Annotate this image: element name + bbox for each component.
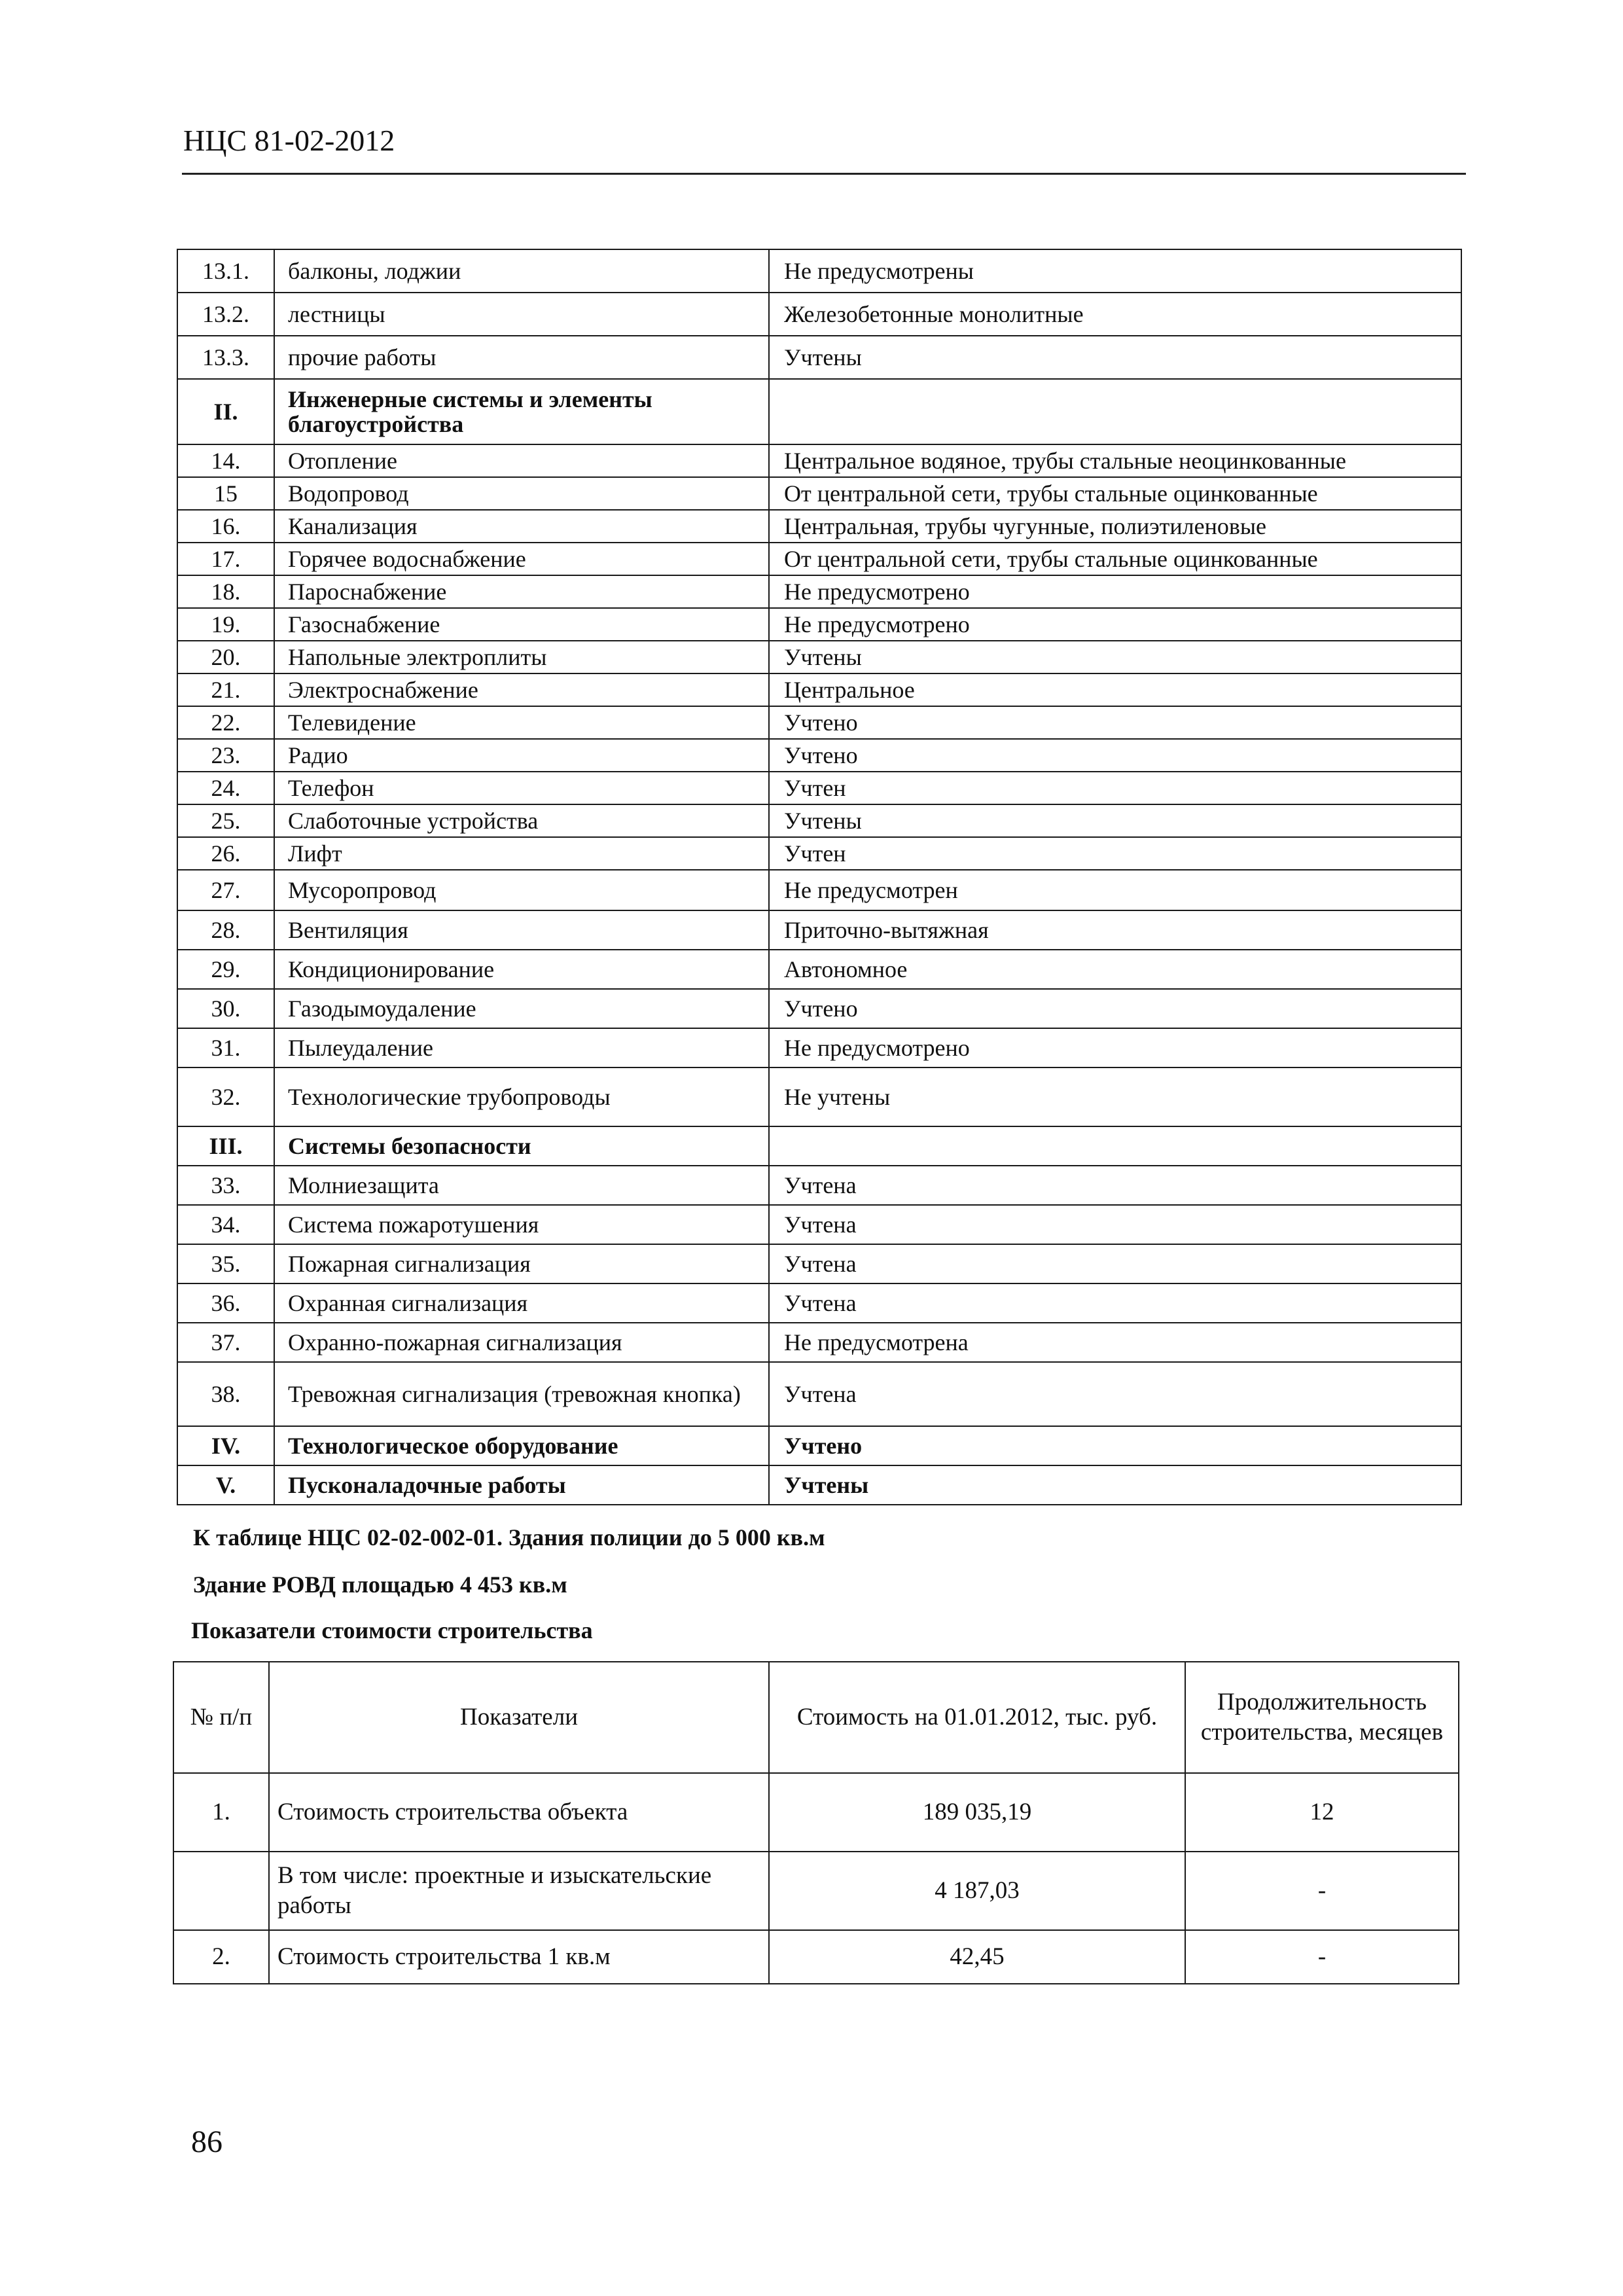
row-number: 22. [177, 706, 274, 739]
row-number: 27. [177, 870, 274, 910]
spec-row [177, 575, 1461, 608]
row-value: Учтены [769, 804, 1461, 837]
row-number: 20. [177, 641, 274, 673]
row-description: Технологические трубопроводы [274, 1067, 769, 1126]
spec-row [177, 477, 1461, 510]
cost-row-value: 42,45 [769, 1930, 1185, 1984]
indicators-caption: Показатели стоимости строительства [191, 1617, 593, 1643]
row-number: 15 [177, 477, 274, 510]
cost-row-value: 4 187,03 [769, 1852, 1185, 1930]
row-value: Приточно-вытяжная [769, 910, 1461, 950]
row-number: 32. [177, 1067, 274, 1126]
cost-row [173, 1773, 1459, 1852]
cost-row-num [173, 1852, 269, 1930]
spec-row [177, 950, 1461, 989]
row-number: 33. [177, 1166, 274, 1205]
row-number: II. [177, 379, 274, 444]
row-value: Учтено [769, 989, 1461, 1028]
row-number: 26. [177, 837, 274, 870]
row-value: Учтено [769, 706, 1461, 739]
row-description: Телевидение [274, 706, 769, 739]
row-description: лестницы [274, 293, 769, 336]
row-description: Технологическое оборудование [274, 1426, 769, 1465]
row-description: Радио [274, 739, 769, 772]
cost-row-indicator: В том числе: проектные и изыскательские работы [269, 1852, 769, 1930]
specification-table [177, 249, 1462, 1505]
cost-row-indicator: Стоимость строительства 1 кв.м [269, 1930, 769, 1984]
row-description: Лифт [274, 837, 769, 870]
spec-row [177, 989, 1461, 1028]
cost-row-duration: 12 [1185, 1773, 1459, 1852]
spec-row [177, 1166, 1461, 1205]
spec-row [177, 444, 1461, 477]
row-description: Мусоропровод [274, 870, 769, 910]
cost-row-value: 189 035,19 [769, 1773, 1185, 1852]
row-value [769, 379, 1461, 444]
header-indicator: Показатели [269, 1662, 769, 1773]
page-number: 86 [191, 2125, 223, 2159]
row-description: Пылеудаление [274, 1028, 769, 1067]
row-value: Не учтены [769, 1067, 1461, 1126]
spec-row [177, 1067, 1461, 1126]
table-reference-caption: К таблице НЦС 02-02-002-01. Здания полиции до 5 000 кв.м [193, 1524, 825, 1551]
specification-table-body [177, 249, 1461, 1505]
row-number: 18. [177, 575, 274, 608]
row-value: Учтены [769, 641, 1461, 673]
cost-row [173, 1852, 1459, 1930]
cost-row-indicator: Стоимость строительства объекта [269, 1773, 769, 1852]
row-value: Учтена [769, 1244, 1461, 1283]
row-value: От центральной сети, трубы стальные оцинкованные [769, 477, 1461, 510]
spec-row [177, 910, 1461, 950]
row-number: IV. [177, 1426, 274, 1465]
row-number: 30. [177, 989, 274, 1028]
row-number: 28. [177, 910, 274, 950]
row-description: Тревожная сигнализация (тревожная кнопка) [274, 1362, 769, 1426]
row-value: Автономное [769, 950, 1461, 989]
row-value: Железобетонные монолитные [769, 293, 1461, 336]
cost-row-num: 2. [173, 1930, 269, 1984]
spec-row [177, 641, 1461, 673]
spec-row [177, 543, 1461, 575]
spec-row [177, 1283, 1461, 1323]
row-value: Не предусмотрены [769, 249, 1461, 293]
row-number: 19. [177, 608, 274, 641]
spec-row [177, 1362, 1461, 1426]
spec-row [177, 336, 1461, 379]
row-number: 14. [177, 444, 274, 477]
cost-row-num: 1. [173, 1773, 269, 1852]
row-description: Напольные электроплиты [274, 641, 769, 673]
row-value: Не предусмотрен [769, 870, 1461, 910]
row-number: 13.1. [177, 249, 274, 293]
row-value: Центральное водяное, трубы стальные неоцинкованные [769, 444, 1461, 477]
row-description: Горячее водоснабжение [274, 543, 769, 575]
header-duration: Продолжительность строительства, месяцев [1185, 1662, 1459, 1773]
spec-row [177, 772, 1461, 804]
header-cost: Стоимость на 01.01.2012, тыс. руб. [769, 1662, 1185, 1773]
row-number: 38. [177, 1362, 274, 1426]
header-rule [182, 173, 1466, 175]
row-number: 24. [177, 772, 274, 804]
row-value: Учтены [769, 336, 1461, 379]
row-number: III. [177, 1126, 274, 1166]
row-description: Отопление [274, 444, 769, 477]
spec-row [177, 837, 1461, 870]
row-number: 23. [177, 739, 274, 772]
row-value: Учтена [769, 1362, 1461, 1426]
row-number: 37. [177, 1323, 274, 1362]
row-value: Учтено [769, 1426, 1461, 1465]
row-description: Газодымоудаление [274, 989, 769, 1028]
row-description: Пожарная сигнализация [274, 1244, 769, 1283]
cost-row-duration: - [1185, 1930, 1459, 1984]
row-value: Учтен [769, 837, 1461, 870]
row-description: Водопровод [274, 477, 769, 510]
row-description: Система пожаротушения [274, 1205, 769, 1244]
row-description: Молниезащита [274, 1166, 769, 1205]
row-number: 16. [177, 510, 274, 543]
building-caption: Здание РОВД площадью 4 453 кв.м [193, 1571, 567, 1598]
row-value: Центральная, трубы чугунные, полиэтиленовые [769, 510, 1461, 543]
row-number: V. [177, 1465, 274, 1505]
row-value: От центральной сети, трубы стальные оцинкованные [769, 543, 1461, 575]
row-value: Центральное [769, 673, 1461, 706]
row-description: Пароснабжение [274, 575, 769, 608]
spec-row [177, 510, 1461, 543]
row-description: Вентиляция [274, 910, 769, 950]
spec-row [177, 1244, 1461, 1283]
cost-row-duration: - [1185, 1852, 1459, 1930]
row-number: 13.3. [177, 336, 274, 379]
spec-row [177, 739, 1461, 772]
row-description: Газоснабжение [274, 608, 769, 641]
row-number: 17. [177, 543, 274, 575]
header-num: № п/п [173, 1662, 269, 1773]
row-value: Учтены [769, 1465, 1461, 1505]
row-number: 36. [177, 1283, 274, 1323]
spec-row [177, 293, 1461, 336]
section-row [177, 1465, 1461, 1505]
row-description: Системы безопасности [274, 1126, 769, 1166]
row-number: 13.2. [177, 293, 274, 336]
row-description: Охранная сигнализация [274, 1283, 769, 1323]
row-description: Электроснабжение [274, 673, 769, 706]
row-description: прочие работы [274, 336, 769, 379]
row-value: Не предусмотрено [769, 608, 1461, 641]
spec-row [177, 1205, 1461, 1244]
spec-row [177, 608, 1461, 641]
row-description: Слаботочные устройства [274, 804, 769, 837]
row-number: 29. [177, 950, 274, 989]
row-value: Не предусмотрено [769, 1028, 1461, 1067]
row-description: Телефон [274, 772, 769, 804]
spec-row [177, 673, 1461, 706]
row-value: Учтена [769, 1283, 1461, 1323]
cost-indicators-table [173, 1661, 1459, 1984]
cost-row [173, 1930, 1459, 1984]
row-description: Пусконаладочные работы [274, 1465, 769, 1505]
spec-row [177, 1028, 1461, 1067]
row-description: Канализация [274, 510, 769, 543]
row-number: 21. [177, 673, 274, 706]
cost-table-header-row [173, 1662, 1459, 1773]
spec-row [177, 1323, 1461, 1362]
row-description: Инженерные системы и элементы благоустройства [274, 379, 769, 444]
row-value: Учтено [769, 739, 1461, 772]
row-description: Охранно-пожарная сигнализация [274, 1323, 769, 1362]
section-row [177, 379, 1461, 444]
row-value: Учтен [769, 772, 1461, 804]
row-description: балконы, лоджии [274, 249, 769, 293]
section-row [177, 1126, 1461, 1166]
section-row [177, 1426, 1461, 1465]
row-value: Не предусмотрено [769, 575, 1461, 608]
row-number: 35. [177, 1244, 274, 1283]
spec-row [177, 706, 1461, 739]
spec-row [177, 249, 1461, 293]
row-value: Не предусмотрена [769, 1323, 1461, 1362]
row-value [769, 1126, 1461, 1166]
row-value: Учтена [769, 1166, 1461, 1205]
document-code: НЦС 81-02-2012 [183, 124, 395, 157]
row-value: Учтена [769, 1205, 1461, 1244]
spec-row [177, 870, 1461, 910]
spec-row [177, 804, 1461, 837]
row-number: 31. [177, 1028, 274, 1067]
row-number: 34. [177, 1205, 274, 1244]
row-number: 25. [177, 804, 274, 837]
row-description: Кондиционирование [274, 950, 769, 989]
